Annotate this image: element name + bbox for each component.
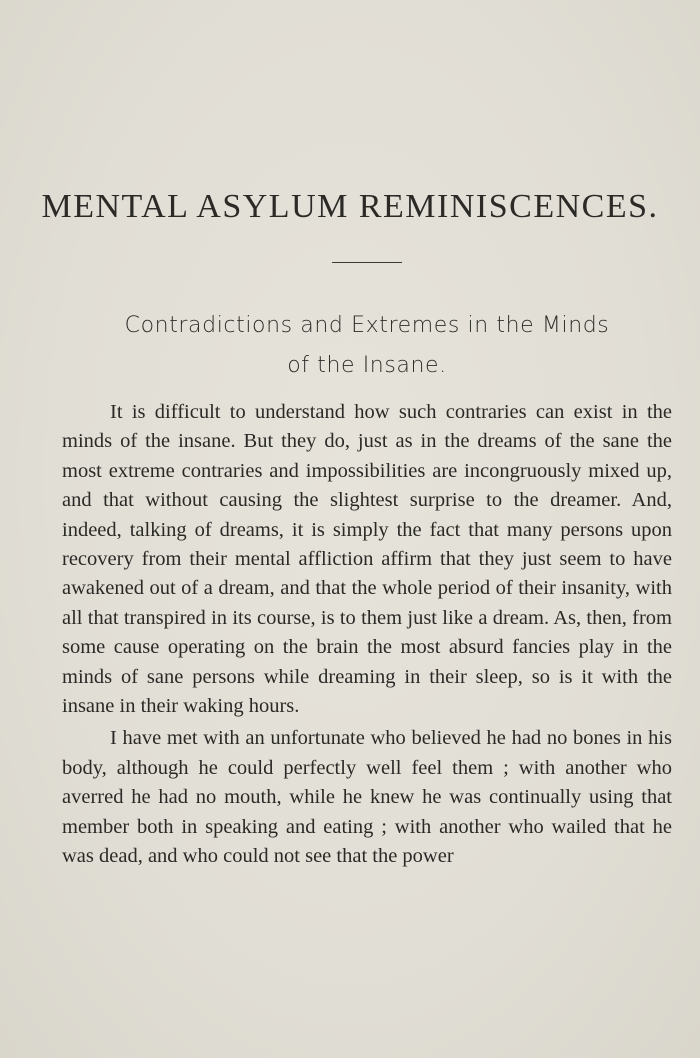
section-heading-line-1: Contradictions and Extremes in the Minds bbox=[124, 313, 610, 338]
title-divider bbox=[332, 262, 402, 263]
paragraph-1: It is difficult to understand how such contraries can exist in the minds of the insane. But they do, just as in the dreams of the sane the most extreme contraries and impossibilities are incongruously mixed up, and that without causing the slightest surprise to the dreamer. And, indeed, talking of dreams, it is simply the fact that many persons upon recovery from their mental affliction affirm that they just seem to have awakened out of a dream, and that the whole period of their insanity, with all that transpired in its course, is to them just like a dream. As, then, from some cause operating on the brain the most absurd fancies play in the minds of sane persons while dreaming in their sleep, so is it with the insane in their waking hours. bbox=[62, 401, 672, 718]
chapter-title: MENTAL ASYLUM REMINISCENCES. bbox=[41, 188, 659, 225]
section-heading-line-2: of the Insane. bbox=[287, 353, 447, 378]
section-heading bbox=[0, 306, 700, 386]
body-text bbox=[62, 398, 672, 872]
paragraph-2: I have met with an unfortunate who believed he had no bones in his body, although he could perfectly well feel them ; with another who averred he had no mouth, while he knew he was continually using that member both in speaking and eating ; with another who wailed that he was dead, and who could not see that the power bbox=[62, 727, 672, 868]
